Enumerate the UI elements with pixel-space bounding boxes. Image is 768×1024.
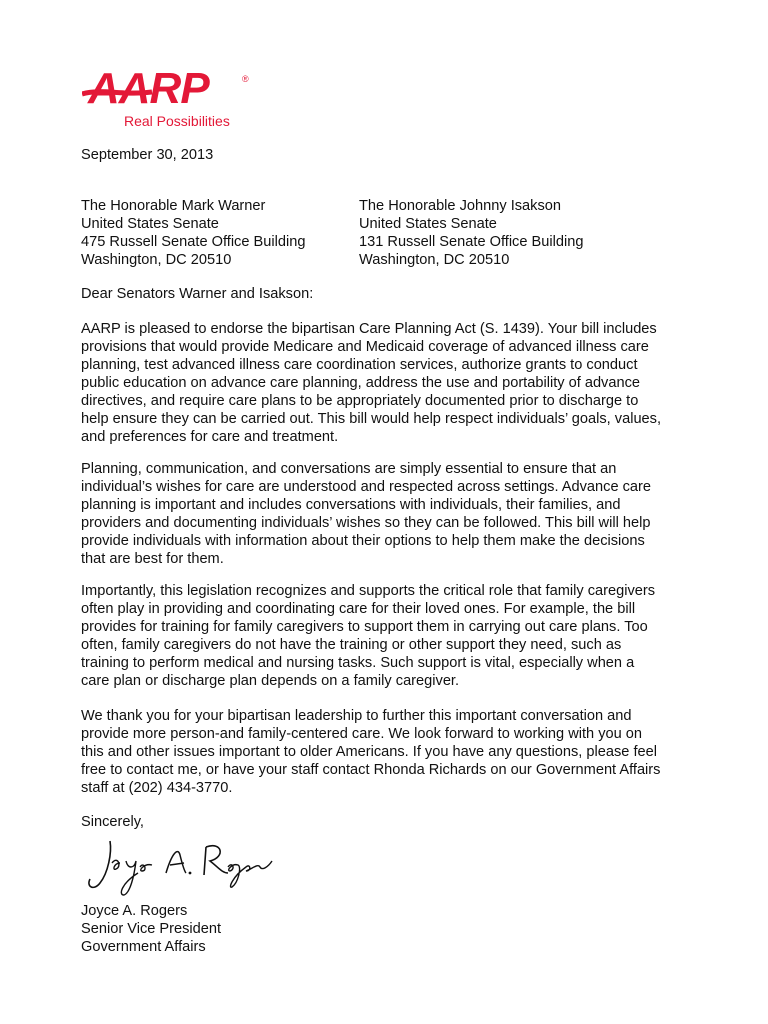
paragraph-line: help ensure they can be carried out. This bill would help respect individuals’ goals, values,: [81, 411, 662, 427]
paragraph-line: care plan or discharge plan depends on a family caregiver.: [81, 673, 460, 689]
handwritten-signature: [82, 833, 282, 899]
address-line: Washington, DC 20510: [359, 252, 510, 268]
letter-date: September 30, 2013: [81, 147, 214, 163]
signature-block: [81, 902, 221, 956]
paragraph-line: free to contact me, or have your staff contact Rhonda Richards on our Government Affairs: [81, 762, 661, 778]
paragraph-line: Importantly, this legislation recognizes and supports the critical role that family caregivers: [81, 583, 656, 599]
address-line: United States Senate: [359, 216, 497, 232]
paragraph-line: planning is important and includes conversations with individuals, their families, and: [81, 497, 621, 513]
paragraph-line: planning, test advanced illness care coordination services, authorize grants to conduct: [81, 357, 638, 373]
paragraph-line: often play in providing and coordinating care for their loved ones. For example, the bill: [81, 601, 636, 617]
paragraph-line: individual’s wishes for care are understood and respected across settings. Advance care: [81, 479, 652, 495]
paragraph-line: provides for training for family caregivers to support them in carrying out care plans. Too: [81, 619, 648, 635]
paragraph-line: staff at (202) 434-3770.: [81, 780, 233, 796]
logo-wordmark: AARP: [88, 64, 209, 113]
paragraph-line: provide more person-and family-centered care. We look forward to working with you on: [81, 726, 643, 742]
paragraph-line: We thank you for your bipartisan leadership to further this important conversation and: [81, 708, 632, 724]
address-line: 475 Russell Senate Office Building: [81, 234, 306, 250]
registered-mark: ®: [242, 74, 249, 84]
body-paragraph-2: [81, 460, 691, 568]
address-line: 131 Russell Senate Office Building: [359, 234, 584, 250]
recipient-address-warner: [81, 197, 305, 269]
body-paragraph-3: [81, 582, 691, 690]
paragraph-line: and preferences for care and treatment.: [81, 429, 339, 445]
closing: Sincerely,: [81, 814, 144, 830]
address-line: Washington, DC 20510: [81, 252, 232, 268]
paragraph-line: training to perform medical and nursing tasks. Such support is vital, especially when a: [81, 655, 635, 671]
signer-department: Government Affairs: [81, 939, 206, 955]
address-line: The Honorable Johnny Isakson: [359, 198, 562, 214]
paragraph-line: that are best for them.: [81, 551, 224, 567]
signer-name: Joyce A. Rogers: [81, 903, 188, 919]
aarp-logo: [82, 66, 252, 132]
paragraph-line: often, family caregivers do not have the training or other support they need, such as: [81, 637, 622, 653]
paragraph-line: this and other issues important to older Americans. If you have any questions, please feel: [81, 744, 657, 760]
logo-tagline: Real Possibilities: [124, 113, 230, 129]
signer-title: Senior Vice President: [81, 921, 222, 937]
paragraph-line: provide individuals with information about their options to help them make the decisions: [81, 533, 645, 549]
paragraph-line: directives, and require care plans to be appropriately documented prior to discharge to: [81, 393, 639, 409]
recipient-address-isakson: [359, 197, 583, 269]
paragraph-line: provisions that would provide Medicare and Medicaid coverage of advanced illness care: [81, 339, 649, 355]
paragraph-line: Planning, communication, and conversations are simply essential to ensure that an: [81, 461, 617, 477]
body-paragraph-1: [81, 320, 691, 446]
salutation: Dear Senators Warner and Isakson:: [81, 286, 314, 302]
paragraph-line: providers and documenting individuals’ wishes so they can be followed. This bill will help: [81, 515, 651, 531]
address-line: United States Senate: [81, 216, 219, 232]
address-line: The Honorable Mark Warner: [81, 198, 266, 214]
body-paragraph-4: [81, 707, 691, 797]
paragraph-line: AARP is pleased to endorse the bipartisan Care Planning Act (S. 1439). Your bill includes: [81, 321, 657, 337]
paragraph-line: public education on advance care planning, address the use and portability of advance: [81, 375, 641, 391]
